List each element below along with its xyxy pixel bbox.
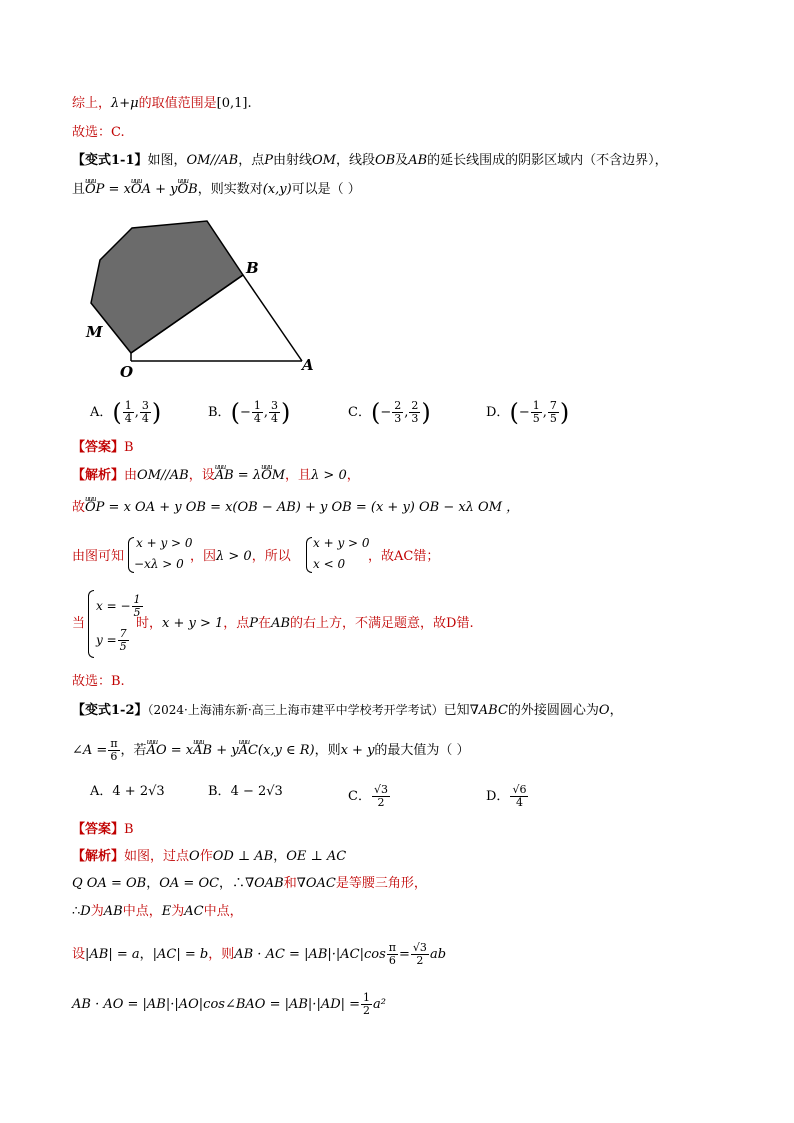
solution-1-line-1: 【解析】由OM//AB，设uuu AB = λuuu OM，且λ > 0， — [72, 468, 360, 484]
system-2-eq-1: x + y > 0 — [313, 536, 370, 550]
solution-1-line-3-b: ，因λ > 0，所以 — [190, 549, 291, 564]
brace-3 — [88, 590, 94, 658]
q11-option-d[interactable]: D．(− $\frac{1}{5}$ , $\frac{7}{5}$ ) — [486, 398, 570, 427]
solution-2-line-5: AB · AO = |AB|·|AO|cos∠BAO = |AB|·|AD| = $\frac{1}{2}$ a² — [72, 991, 387, 1017]
label-b: B — [246, 259, 259, 277]
question-1-2-line-1: 【变式1-2】（2024·上海浦东新·高三上海市建平中学校考开学考试）已知∇ABC的外接圆圆心为O， — [72, 703, 623, 718]
question-1-1-line-1: 【变式1-1】如图，OM//AB，点P由射线OM，线段OB及AB的延长线围成的阴影区域内（不含边界）， — [72, 153, 668, 168]
segment-ba — [243, 275, 302, 361]
solution-1-line-4-b: 时，x + y > 1，点P在AB的右上方，不满足题意，故D错. — [136, 616, 474, 631]
q11-option-c[interactable]: C．(− $\frac{2}{3}$ , $\frac{2}{3}$ ) — [348, 398, 431, 427]
system-1-eq-1: x + y > 0 — [136, 536, 193, 550]
shaded-region — [91, 221, 243, 353]
answer-1: 【答案】B — [72, 440, 134, 455]
system-2-eq-2: x < 0 — [313, 557, 346, 571]
q12-option-c[interactable]: C． $\frac{√3}{2}$ — [348, 783, 388, 809]
condition-y: y = $\frac{7}{5}$ — [96, 627, 127, 653]
label-a: A — [302, 356, 314, 374]
q11-option-a[interactable]: A．( $\frac{1}{4}$ , $\frac{3}{4}$ ) — [90, 398, 162, 427]
condition-x: x = − $\frac{1}{5}$ — [96, 593, 141, 619]
solution-1-line-3-a: 由图可知 — [72, 549, 125, 564]
solution-2-line-3: ∴D为AB中点，E为AC中点， — [72, 904, 243, 919]
q12-option-d[interactable]: D． $\frac{√6}{4}$ — [486, 783, 527, 809]
conclusion-line: 综上，λ+μ的取值范围是[0,1]. — [72, 96, 252, 111]
question-1-1-line-2: 且uuu OP = xuuu OA + yuuu OB，则实数对(x,y)可以是（ ） — [72, 182, 361, 198]
label-o: O — [120, 363, 134, 381]
q12-option-b[interactable]: B．4 − 2√3 — [208, 784, 283, 799]
selection-line-2: 故选：B. — [72, 674, 125, 689]
solution-2-line-2: Q OA = OB，OA = OC，∴∇OAB和∇OAC是等腰三角形， — [72, 876, 427, 891]
solution-1-line-3-c: ，故AC错； — [368, 549, 440, 564]
geometry-figure — [80, 215, 320, 385]
solution-1-line-2: 故uuu OP = x OA + y OB = x(OB − AB) + y OB = (x + y) OB − xλ OM ， — [72, 500, 519, 516]
answer-2: 【答案】B — [72, 822, 134, 837]
question-1-2-line-2: ∠A = $\frac{\pi}{6}$ ，若uuu AO = xuuu AB + yuuu AC(x,y ∈ R)，则x + y的最大值为（ ） — [72, 738, 470, 763]
selection-line-1: 故选：C. — [72, 125, 125, 140]
solution-2-line-4: 设|AB| = a，|AC| = b，则AB · AC = |AB|·|AC|cos $\frac{\pi}{6}$ = $\frac{√3}{2}$ ab — [72, 941, 447, 967]
label-m: M — [86, 323, 103, 341]
solution-1-line-4-a: 当 — [72, 616, 86, 631]
q11-option-b[interactable]: B．(− $\frac{1}{4}$ , $\frac{3}{4}$ ) — [208, 398, 291, 427]
solution-2-line-1: 【解析】如图，过点O作OD ⊥ AB，OE ⊥ AC — [72, 849, 347, 864]
q12-option-a[interactable]: A．4 + 2√3 — [90, 784, 165, 799]
brace-2 — [306, 537, 312, 573]
system-1-eq-2: −xλ > 0 — [134, 557, 184, 571]
